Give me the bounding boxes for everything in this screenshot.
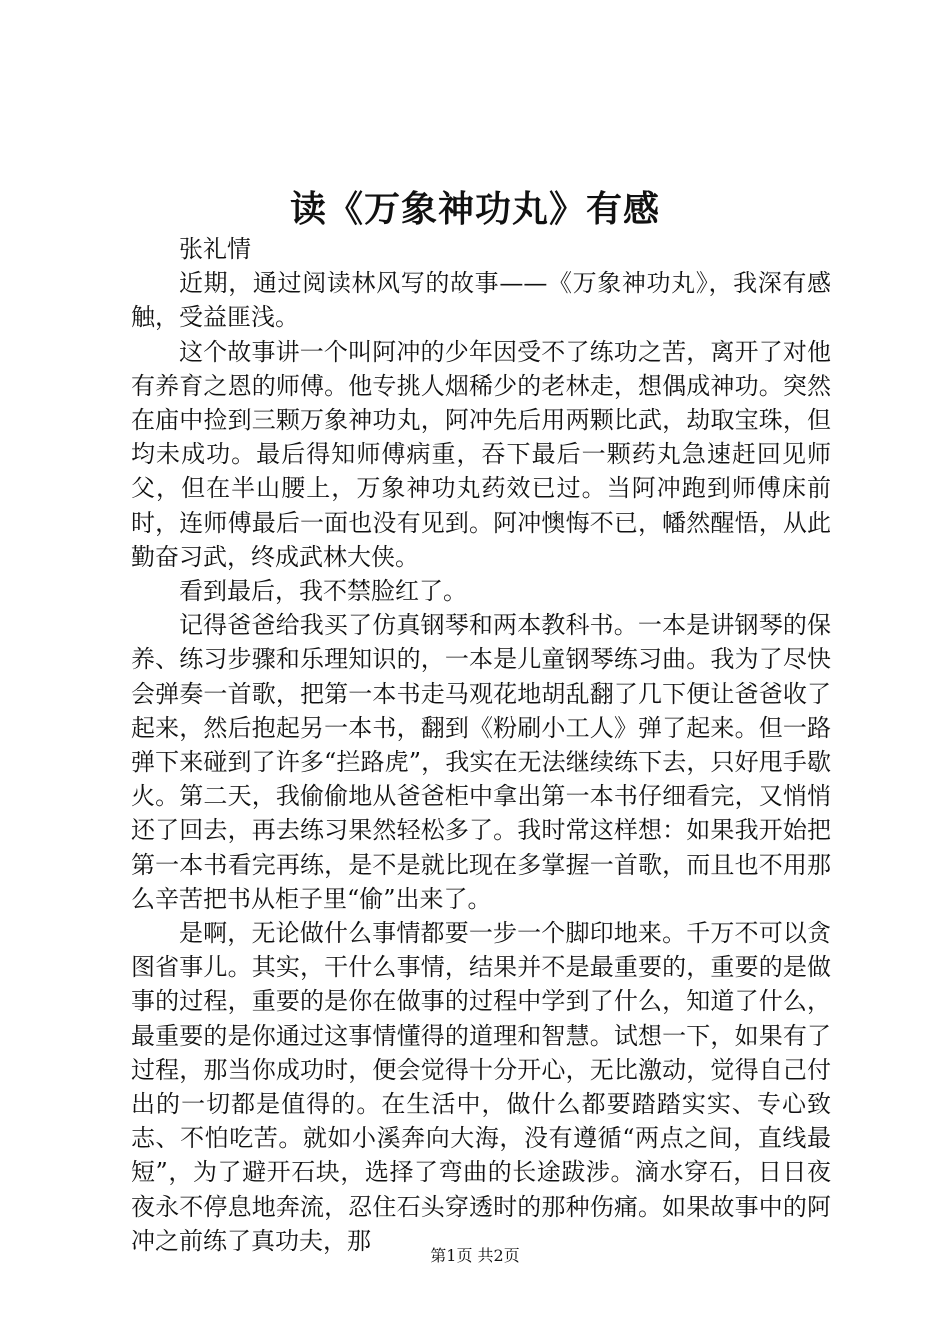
paragraph-2: 这个故事讲一个叫阿冲的少年因受不了练功之苦，离开了对他有养育之恩的师傅。他专挑人烟稀少的老林走，想偶成神功。突然在庙中捡到三颗万象神功丸，阿冲先后用两颗比武，劫取宝珠，但均未成功。最后得知师傅病重，吞下最后一颗药丸急速赶回见师父，但在半山腰上，万象神功丸药效已过。当阿冲跑到师傅床前时，连师傅最后一面也没有见到。阿冲懊悔不已，幡然醒悟，从此勤奋习武，终成武林大侠。 xyxy=(131,337,831,571)
document-body xyxy=(131,232,831,1258)
document-title: 读《万象神功丸》有感 xyxy=(289,188,660,230)
paragraph-4: 记得爸爸给我买了仿真钢琴和两本教科书。一本是讲钢琴的保养、练习步骤和乐理知识的，一本是儿童钢琴练习曲。我为了尽快会弹奏一首歌，把第一本书走马观花地胡乱翻了几下便让爸爸收了起来，然后抱起另一本书，翻到《粉刷小工人》弹了起来。但一路弹下来碰到了许多“拦路虎”，我实在无法继续练下去，只好甩手歇火。第二天，我偷偷地从爸爸柜中拿出第一本书仔细看完，又悄悄还了回去，再去练习果然轻松多了。我时常这样想：如果我开始把第一本书看完再练，是不是就比现在多掌握一首歌，而且也不用那么辛苦把书从柜子里“偷”出来了。 xyxy=(131,611,831,913)
author-line: 张礼情 xyxy=(179,235,251,263)
page-footer: 第1页 共2页 xyxy=(430,1246,520,1265)
paragraph-1: 近期，通过阅读林风写的故事——《万象神功丸》，我深有感触，受益匪浅。 xyxy=(131,269,831,332)
paragraph-5: 是啊，无论做什么事情都要一步一个脚印地来。千万不可以贪图省事儿。其实，干什么事情，结果并不是最重要的，重要的是做事的过程，重要的是你在做事的过程中学到了什么，知道了什么，最重要的是你通过这事情懂得的道理和智慧。试想一下，如果有了过程，那当你成功时，便会觉得十分开心，无比激动，觉得自己付出的一切都是值得的。在生活中，做什么都要踏踏实实、专心致志、不怕吃苦。就如小溪奔向大海，没有遵循“两点之间，直线最短”，为了避开石块，选择了弯曲的长途跋涉。滴水穿石，日日夜夜永不停息地奔流，忍住石头穿透时的那种伤痛。如果故事中的阿冲之前练了真功夫，那 xyxy=(131,919,831,1255)
paragraph-3: 看到最后，我不禁脸红了。 xyxy=(179,577,467,606)
